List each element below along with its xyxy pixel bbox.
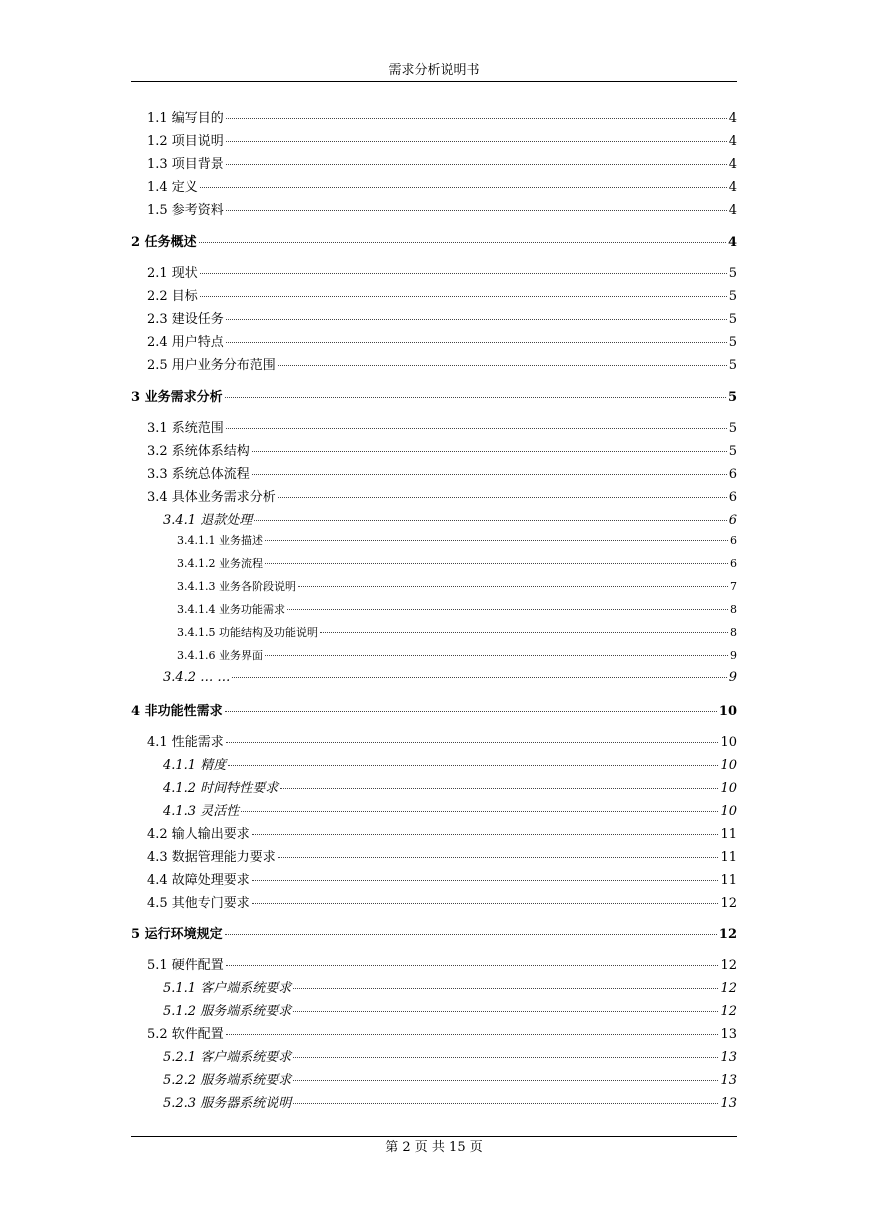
toc-entry-page-number: 5 bbox=[728, 266, 737, 281]
toc-entry[interactable] bbox=[147, 153, 737, 172]
toc-entry-label: 5.2 软件配置 bbox=[147, 1027, 224, 1042]
toc-entry[interactable] bbox=[177, 624, 737, 640]
toc-entry[interactable] bbox=[177, 601, 737, 617]
toc-leader-dots bbox=[293, 1011, 718, 1012]
toc-entry[interactable] bbox=[147, 440, 737, 459]
toc-leader-dots bbox=[278, 857, 719, 858]
toc-leader-dots bbox=[278, 497, 727, 498]
toc-entry-page-number: 13 bbox=[720, 1073, 737, 1088]
header-rule bbox=[131, 81, 737, 82]
toc-leader-dots bbox=[265, 540, 728, 541]
toc-entry-label: 1.3 项目背景 bbox=[147, 157, 224, 172]
toc-entry-label: 4 非功能性需求 bbox=[131, 704, 223, 719]
toc-entry[interactable] bbox=[177, 578, 737, 594]
toc-leader-dots bbox=[225, 934, 717, 935]
toc-entry-label: 5.1.1 客户端系统要求 bbox=[163, 981, 292, 996]
toc-entry-label: 3 业务需求分析 bbox=[131, 390, 223, 405]
toc-entry-label: 1.5 参考资料 bbox=[147, 203, 224, 218]
toc-entry-label: 1.4 定义 bbox=[147, 180, 198, 195]
toc-leader-dots bbox=[226, 965, 719, 966]
toc-entry-page-number: 4 bbox=[728, 134, 737, 149]
toc-entry[interactable] bbox=[147, 130, 737, 149]
toc-entry[interactable] bbox=[147, 176, 737, 195]
toc-entry-page-number: 12 bbox=[720, 981, 737, 996]
toc-entry[interactable] bbox=[163, 754, 737, 773]
toc-entry-page-number: 4 bbox=[728, 111, 737, 126]
toc-entry[interactable] bbox=[163, 1046, 737, 1065]
toc-entry[interactable] bbox=[147, 731, 737, 750]
toc-leader-dots bbox=[226, 210, 727, 211]
toc-leader-dots bbox=[293, 988, 718, 989]
toc-leader-dots bbox=[293, 1103, 718, 1104]
toc-entry[interactable] bbox=[163, 977, 737, 996]
toc-entry-label: 4.5 其他专门要求 bbox=[147, 896, 250, 911]
toc-entry-label: 3.4.1 退款处理 bbox=[163, 513, 253, 528]
toc-entry-page-number: 12 bbox=[720, 958, 737, 973]
toc-entry-page-number: 11 bbox=[720, 873, 737, 888]
toc-leader-dots bbox=[293, 1080, 718, 1081]
toc-entry-page-number: 10 bbox=[720, 804, 737, 819]
toc-entry-page-number: 13 bbox=[720, 1096, 737, 1111]
toc-leader-dots bbox=[200, 187, 727, 188]
toc-entry-label: 3.4.1.4 业务功能需求 bbox=[177, 603, 285, 616]
toc-leader-dots bbox=[252, 474, 727, 475]
toc-entry-label: 2.3 建设任务 bbox=[147, 312, 224, 327]
toc-leader-dots bbox=[252, 451, 727, 452]
toc-entry[interactable] bbox=[147, 285, 737, 304]
toc-entry[interactable] bbox=[163, 670, 737, 685]
toc-entry-label: 4.1.3 灵活性 bbox=[163, 804, 240, 819]
toc-entry-label: 3.4.2 … … bbox=[163, 670, 231, 685]
toc-entry[interactable] bbox=[177, 647, 737, 663]
toc-entry[interactable] bbox=[147, 1023, 737, 1042]
page-footer: 第 2 页 共 15 页 bbox=[385, 1140, 483, 1155]
toc-leader-dots bbox=[320, 632, 728, 633]
footer-rule bbox=[131, 1136, 737, 1137]
toc-entry[interactable] bbox=[131, 386, 737, 405]
toc-entry[interactable] bbox=[163, 509, 737, 528]
toc-leader-dots bbox=[226, 428, 727, 429]
toc-leader-dots bbox=[199, 242, 726, 243]
toc-entry-label: 4.1.2 时间特性要求 bbox=[163, 781, 279, 796]
toc-leader-dots bbox=[228, 765, 718, 766]
toc-entry[interactable] bbox=[147, 354, 737, 373]
toc-entry[interactable] bbox=[147, 892, 737, 911]
toc-entry[interactable] bbox=[177, 555, 737, 571]
toc-leader-dots bbox=[254, 520, 727, 521]
toc-leader-dots bbox=[241, 811, 718, 812]
toc-leader-dots bbox=[252, 903, 719, 904]
toc-entry[interactable] bbox=[147, 262, 737, 281]
toc-entry-label: 3.4 具体业务需求分析 bbox=[147, 490, 276, 505]
toc-entry-label: 5.2.1 客户端系统要求 bbox=[163, 1050, 292, 1065]
toc-entry-page-number: 12 bbox=[718, 927, 737, 942]
toc-entry[interactable] bbox=[147, 331, 737, 350]
toc-entry[interactable] bbox=[147, 308, 737, 327]
toc-entry[interactable] bbox=[147, 199, 737, 218]
toc-entry-page-number: 12 bbox=[720, 896, 737, 911]
toc-entry-page-number: 5 bbox=[728, 335, 737, 350]
toc-entry-page-number: 5 bbox=[727, 390, 737, 405]
toc-entry-page-number: 4 bbox=[728, 203, 737, 218]
toc-entry-page-number: 10 bbox=[720, 735, 737, 750]
toc-entry-label: 5.2.3 服务器系统说明 bbox=[163, 1096, 292, 1111]
toc-leader-dots bbox=[287, 609, 728, 610]
toc-entry[interactable] bbox=[131, 700, 737, 719]
toc-entry-page-number: 8 bbox=[730, 603, 737, 616]
toc-entry-label: 5.1.2 服务端系统要求 bbox=[163, 1004, 292, 1019]
toc-leader-dots bbox=[200, 296, 727, 297]
toc-entry[interactable] bbox=[163, 777, 737, 796]
toc-leader-dots bbox=[226, 319, 727, 320]
toc-entry[interactable] bbox=[147, 486, 737, 505]
toc-entry-page-number: 12 bbox=[720, 1004, 737, 1019]
toc-entry-label: 3.3 系统总体流程 bbox=[147, 467, 250, 482]
toc-entry[interactable] bbox=[147, 954, 737, 973]
toc-leader-dots bbox=[226, 118, 727, 119]
toc-entry-page-number: 5 bbox=[728, 444, 737, 459]
toc-entry[interactable] bbox=[147, 463, 737, 482]
toc-entry[interactable] bbox=[163, 800, 737, 819]
toc-entry-page-number: 6 bbox=[728, 467, 737, 482]
toc-entry-page-number: 11 bbox=[720, 827, 737, 842]
toc-entry-page-number: 4 bbox=[728, 157, 737, 172]
toc-entry-label: 4.1.1 精度 bbox=[163, 758, 227, 773]
toc-entry-label: 5.1 硬件配置 bbox=[147, 958, 224, 973]
toc-entry[interactable] bbox=[177, 532, 737, 548]
toc-entry-label: 3.4.1.5 功能结构及功能说明 bbox=[177, 626, 318, 639]
toc-leader-dots bbox=[232, 677, 726, 678]
toc-leader-dots bbox=[265, 655, 728, 656]
toc-leader-dots bbox=[278, 365, 727, 366]
toc-entry[interactable] bbox=[163, 1000, 737, 1019]
toc-leader-dots bbox=[226, 141, 727, 142]
toc-entry-page-number: 10 bbox=[720, 781, 737, 796]
toc-leader-dots bbox=[280, 788, 718, 789]
toc-entry-page-number: 4 bbox=[728, 180, 737, 195]
toc-entry[interactable] bbox=[163, 1092, 737, 1111]
toc-entry-label: 4.3 数据管理能力要求 bbox=[147, 850, 276, 865]
toc-entry-page-number: 6 bbox=[728, 513, 737, 528]
toc-entry-label: 3.2 系统体系结构 bbox=[147, 444, 250, 459]
toc-entry[interactable] bbox=[163, 1069, 737, 1088]
toc-entry-page-number: 10 bbox=[718, 704, 737, 719]
toc-entry-page-number: 11 bbox=[720, 850, 737, 865]
toc-entry-label: 3.4.1.3 业务各阶段说明 bbox=[177, 580, 296, 593]
toc-entry-label: 4.4 故障处理要求 bbox=[147, 873, 250, 888]
toc-leader-dots bbox=[226, 342, 727, 343]
toc-entry[interactable] bbox=[131, 231, 737, 250]
toc-entry-page-number: 6 bbox=[730, 557, 737, 570]
toc-entry-page-number: 6 bbox=[730, 534, 737, 547]
toc-leader-dots bbox=[200, 273, 727, 274]
toc-entry-page-number: 9 bbox=[728, 670, 737, 685]
toc-entry-page-number: 5 bbox=[728, 312, 737, 327]
toc-entry-label: 2.1 现状 bbox=[147, 266, 198, 281]
toc-entry[interactable] bbox=[147, 846, 737, 865]
toc-entry[interactable] bbox=[147, 869, 737, 888]
toc-entry-label: 4.1 性能需求 bbox=[147, 735, 224, 750]
toc-entry-page-number: 5 bbox=[728, 289, 737, 304]
toc-entry-page-number: 10 bbox=[720, 758, 737, 773]
toc-entry[interactable] bbox=[147, 417, 737, 436]
toc-entry-label: 2 任务概述 bbox=[131, 235, 197, 250]
toc-leader-dots bbox=[226, 164, 727, 165]
toc-entry-label: 5 运行环境规定 bbox=[131, 927, 223, 942]
page-header: 需求分析说明书 bbox=[388, 63, 480, 78]
toc-entry-page-number: 13 bbox=[720, 1027, 737, 1042]
toc-entry-page-number: 4 bbox=[727, 235, 737, 250]
toc-entry-label: 3.1 系统范围 bbox=[147, 421, 224, 436]
toc-leader-dots bbox=[225, 397, 726, 398]
toc-entry-label: 5.2.2 服务端系统要求 bbox=[163, 1073, 292, 1088]
toc-leader-dots bbox=[226, 742, 719, 743]
toc-leader-dots bbox=[252, 834, 719, 835]
toc-leader-dots bbox=[226, 1034, 719, 1035]
toc-entry-page-number: 7 bbox=[730, 580, 737, 593]
toc-entry-page-number: 5 bbox=[728, 358, 737, 373]
toc-entry-label: 3.4.1.1 业务描述 bbox=[177, 534, 263, 547]
toc-leader-dots bbox=[293, 1057, 718, 1058]
toc-entry-page-number: 6 bbox=[728, 490, 737, 505]
toc-entry-label: 1.1 编写目的 bbox=[147, 111, 224, 126]
toc-entry-label: 2.4 用户特点 bbox=[147, 335, 224, 350]
toc-entry-page-number: 5 bbox=[728, 421, 737, 436]
toc-leader-dots bbox=[252, 880, 719, 881]
toc-entry-label: 3.4.1.2 业务流程 bbox=[177, 557, 263, 570]
toc-entry-page-number: 13 bbox=[720, 1050, 737, 1065]
toc-entry-label: 2.2 目标 bbox=[147, 289, 198, 304]
toc-leader-dots bbox=[225, 711, 717, 712]
toc-entry-page-number: 9 bbox=[730, 649, 737, 662]
toc-entry-label: 4.2 输人输出要求 bbox=[147, 827, 250, 842]
toc-entry-label: 1.2 项目说明 bbox=[147, 134, 224, 149]
toc-leader-dots bbox=[298, 586, 728, 587]
toc-entry-page-number: 8 bbox=[730, 626, 737, 639]
toc-entry[interactable] bbox=[147, 823, 737, 842]
toc-entry-label: 3.4.1.6 业务界面 bbox=[177, 649, 263, 662]
toc-entry[interactable] bbox=[131, 923, 737, 942]
toc-entry-label: 2.5 用户业务分布范围 bbox=[147, 358, 276, 373]
toc-leader-dots bbox=[265, 563, 728, 564]
toc-entry[interactable] bbox=[147, 107, 737, 126]
